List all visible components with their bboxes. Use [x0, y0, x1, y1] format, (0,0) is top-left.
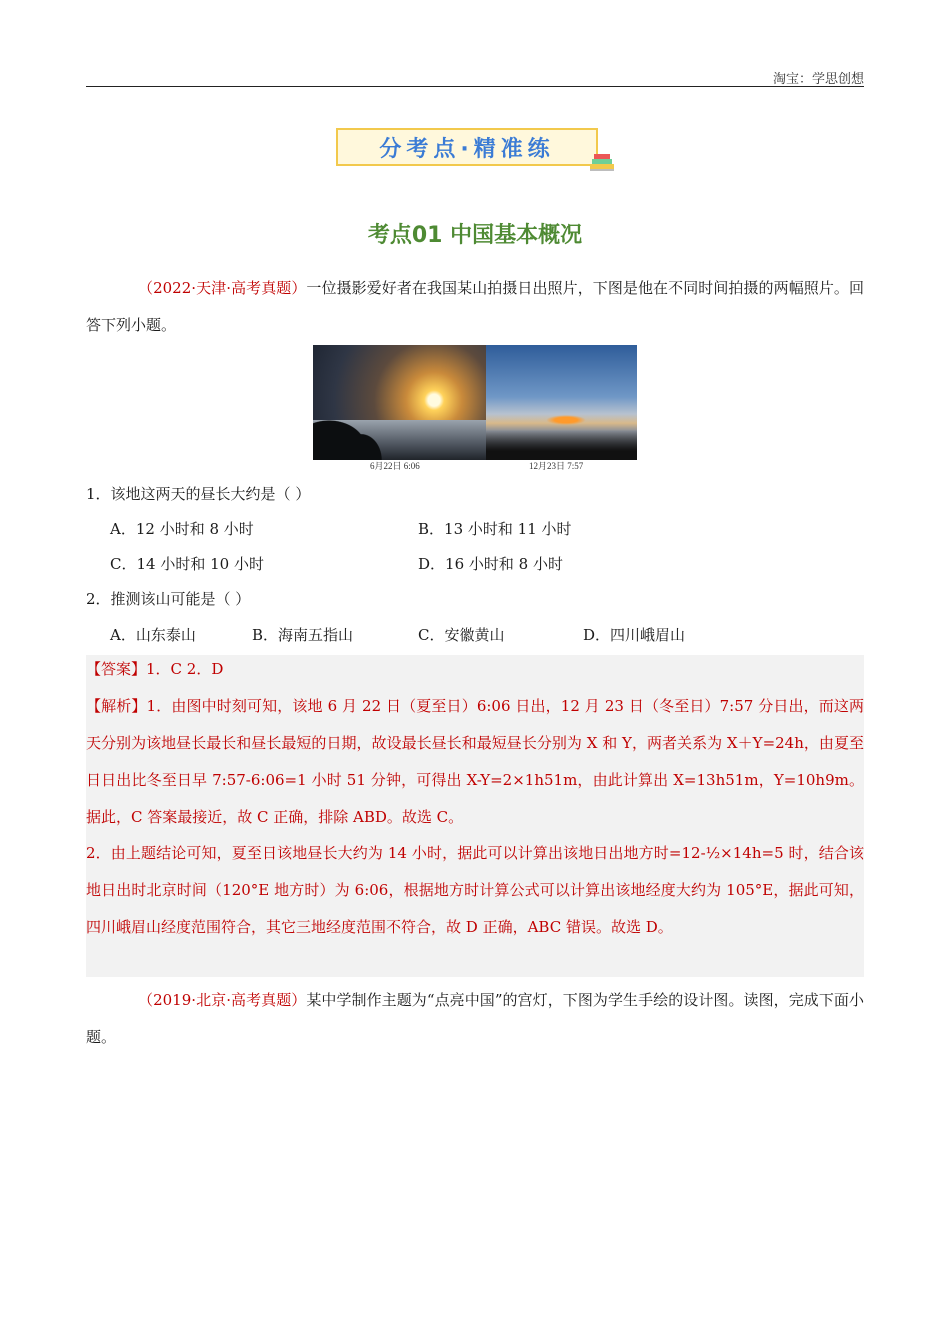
analysis-paragraph-2: 2．由上题结论可知，夏至日该地昼长大约为 14 小时，据此可以计算出该地日出地方时=12-½×14h=5 时，结合该地日出时北京时间（120°E 地方时）为 6:06，根据地方时计算公式可以计算出该地经度大约为 105°E，据此可知，四川峨眉山经度范围符合，其它三地经度范围不符合，故 D 正确，ABC 错误。故选 D。: [86, 844, 864, 936]
source-label-1: （2022·天津·高考真题）: [138, 279, 307, 297]
photo-winter-solstice: [486, 345, 637, 460]
photo-caption-2: 12月23日 7:57: [529, 461, 584, 471]
question-1-option-b: B．13 小时和 11 小时: [418, 520, 572, 538]
question-2-option-b: B．海南五指山: [252, 626, 354, 644]
analysis-paragraph-1: 【解析】1．由图中时刻可知，该地 6 月 22 日（夏至日）6:06 日出，12 月 23 日（冬至日）7:57 分日出，而这两天分别为该地昼长最长和昼长最短的日期，故设最长昼长和最短昼长分别为 X 和 Y，两者关系为 X＋Y=24h，由夏至日日出比冬至日早 7:57-6:06=1 小时 51 分钟，可得出 X-Y=2×1h51m，由此计算出 X=13h51m，Y=10h9m。据此，C 答案最接近，故 C 正确，排除 ABD。故选 C。: [86, 697, 864, 826]
sunrise-photos: [313, 345, 637, 473]
header-rule: [86, 86, 864, 87]
books-icon: [588, 150, 616, 174]
question-2-option-a: A．山东泰山: [110, 626, 196, 644]
photo-caption-1: 6月22日 6:06: [370, 461, 420, 471]
source-label-2: （2019·北京·高考真题）: [138, 991, 307, 1009]
question-1-option-d: D．16 小时和 8 小时: [418, 555, 563, 573]
banner-text: 分考点·精准练: [379, 136, 555, 162]
question-2-stem: 2．推测该山可能是（ ）: [86, 590, 251, 608]
photo2-glow: [546, 415, 586, 425]
section-banner: [336, 128, 598, 166]
photo1-trees: [313, 400, 393, 460]
intro-text-2: 某中学制作主题为“点亮中国”的宫灯，下图为学生手绘的设计图。读图，完成下面小题。: [86, 991, 864, 1046]
intro-text-1: 一位摄影爱好者在我国某山拍摄日出照片，下图是他在不同时间拍摄的两幅照片。回答下列小题。: [86, 279, 864, 334]
answer-line: 【答案】1．C 2．D: [86, 660, 224, 678]
question-1-option-c: C．14 小时和 10 小时: [110, 555, 264, 573]
question-2-option-d: D．四川峨眉山: [583, 626, 686, 644]
header-right: 淘宝：学思创想: [772, 72, 864, 87]
photo2-rocks: [486, 430, 637, 460]
question-2-option-c: C．安徽黄山: [418, 626, 505, 644]
photo-summer-solstice: [313, 345, 486, 460]
intro-paragraph-1: [86, 270, 864, 344]
section-title: 考点01 中国基本概况: [367, 223, 583, 248]
question-1-stem: 1．该地这两天的昼长大约是（ ）: [86, 485, 311, 503]
intro-paragraph-2: [86, 982, 864, 1056]
question-1-option-a: A．12 小时和 8 小时: [110, 520, 254, 538]
